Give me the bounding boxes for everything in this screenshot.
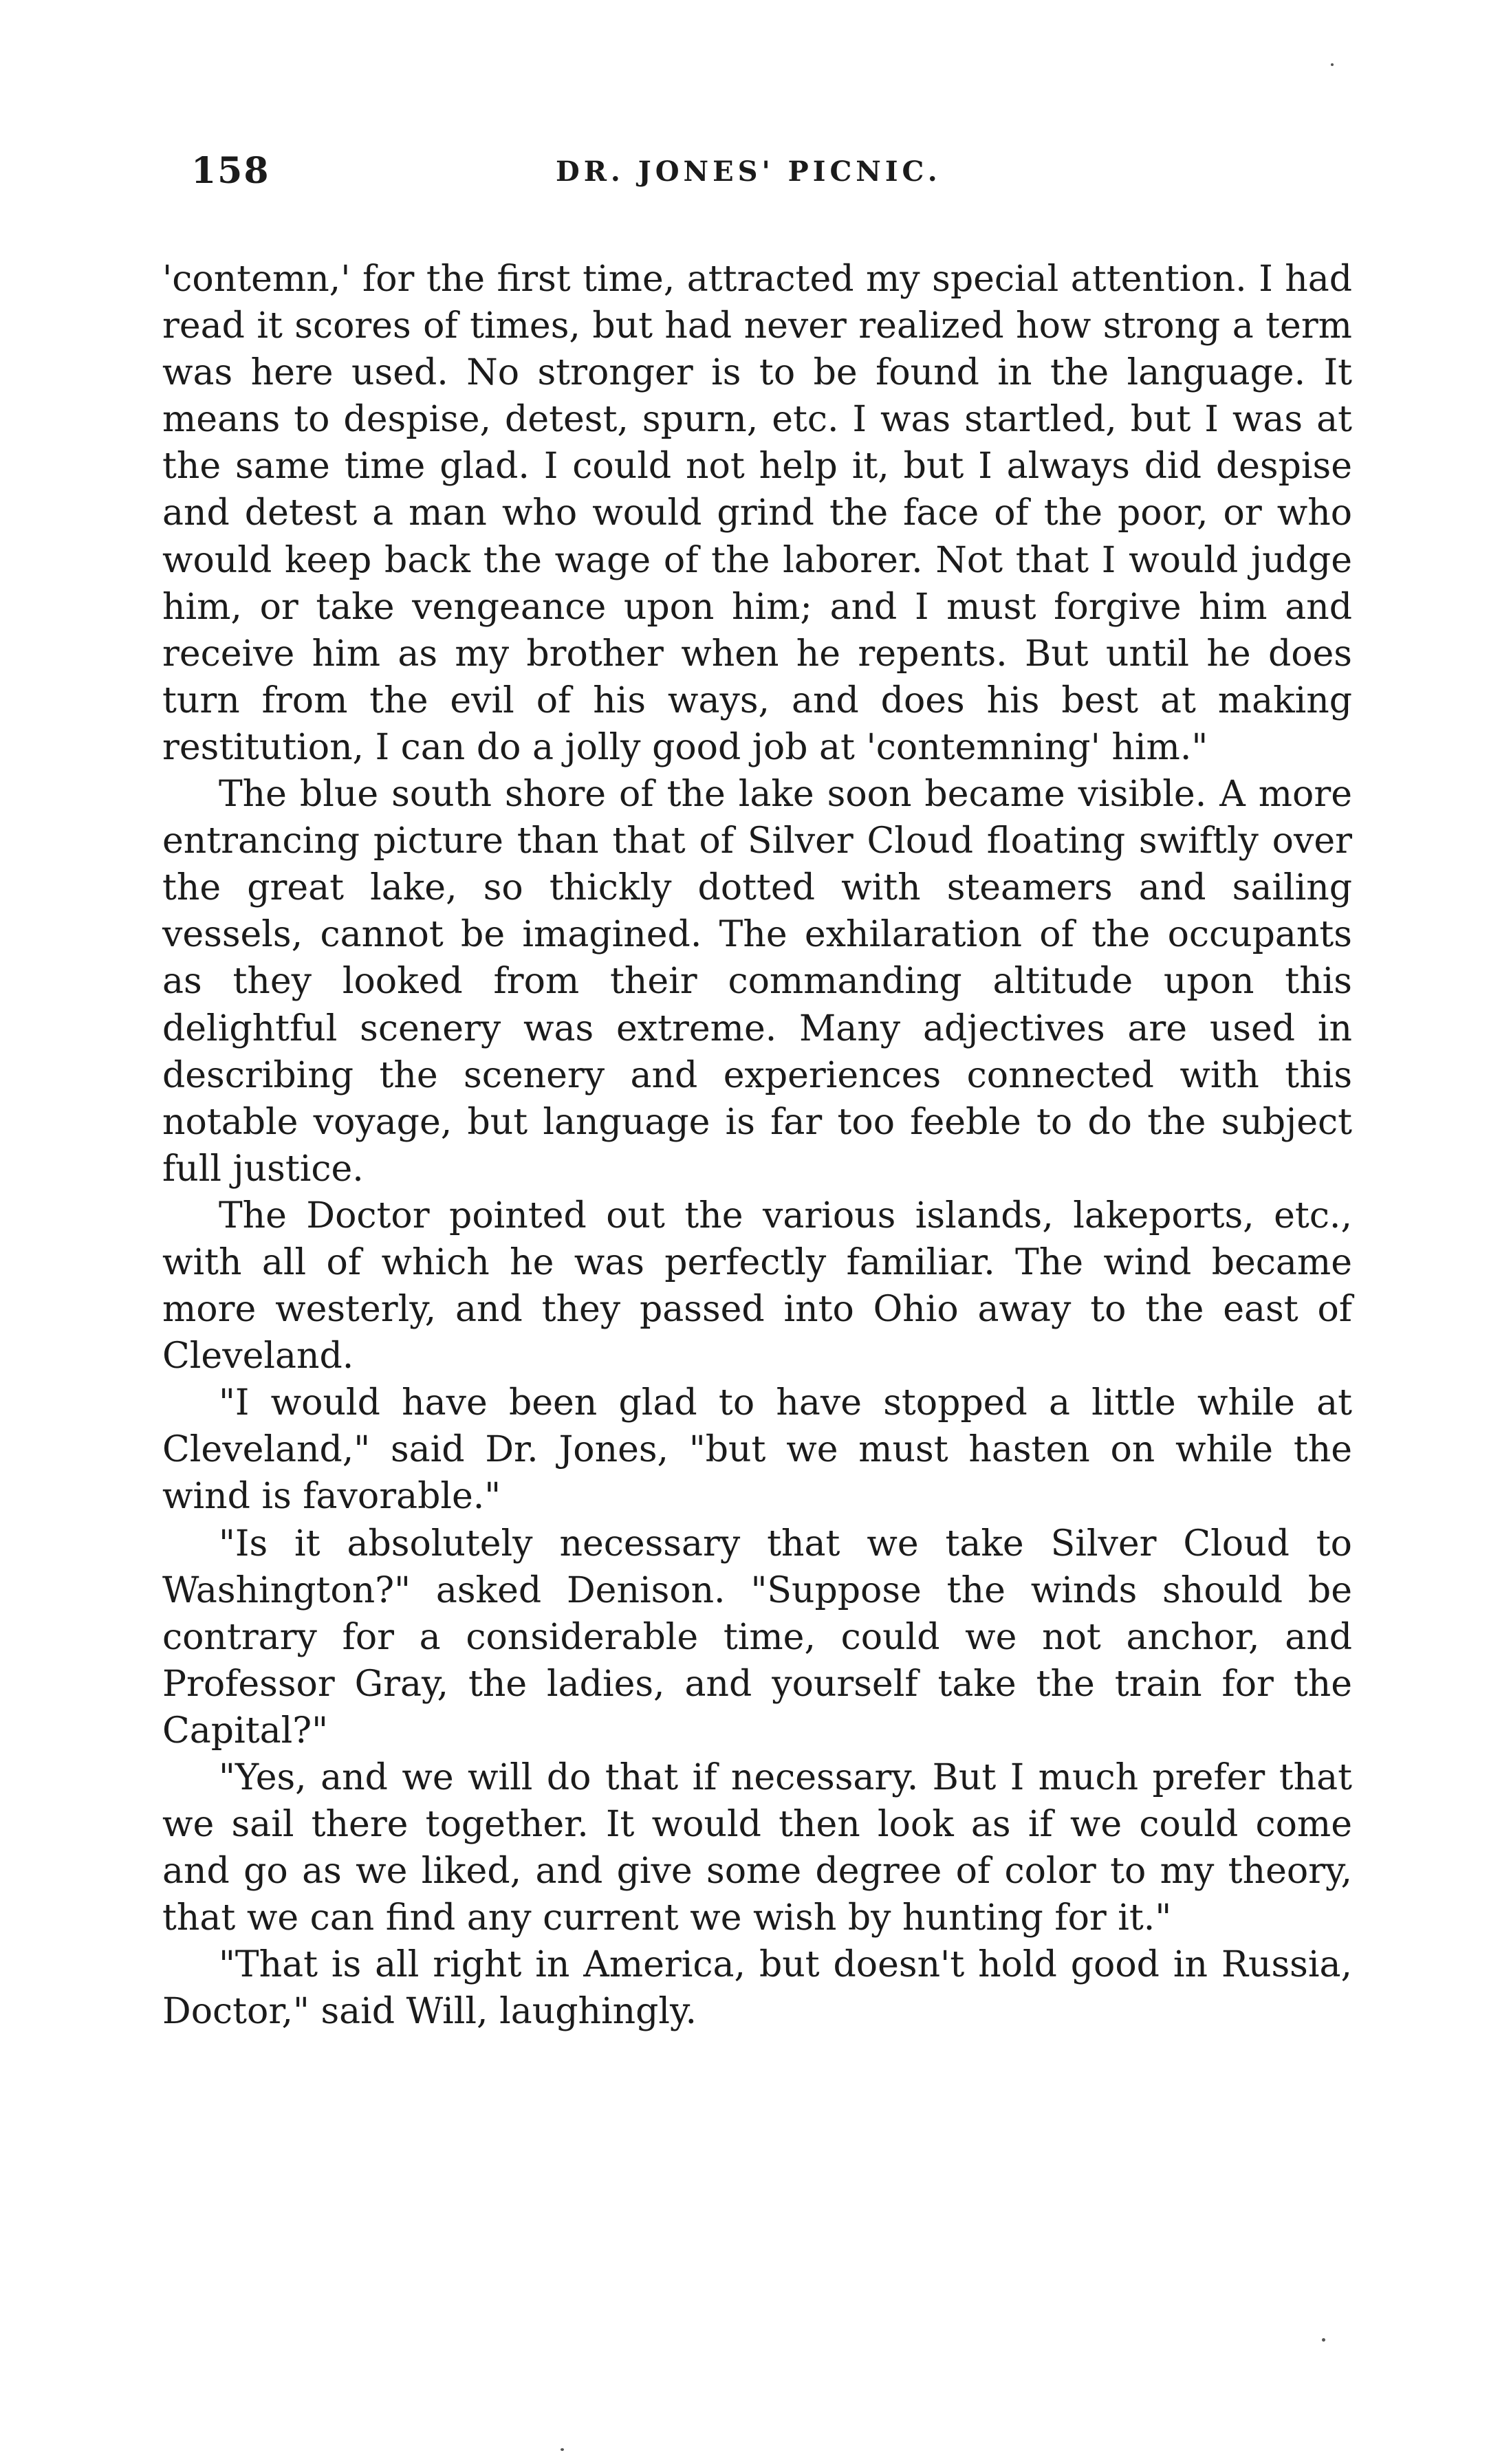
paragraph-russia: "That is all right in America, but doesn't hold good in Russia, Doctor," said Will, laughingly. <box>162 1944 1352 2033</box>
body-text <box>162 256 1352 2036</box>
running-title: DR. JONES' PICNIC. <box>556 155 942 188</box>
paragraph-south-shore: The blue south shore of the lake soon became visible. A more entrancing picture than that of Silver Cloud floating swiftly over the great lake, so thickly dotted with steamers and sailing vessels, cannot be imagined. The exhilaration of the occupants as they looked from their commanding altitude upon this delightful scenery was extreme. Many adjectives are used in describing the scenery and experiences connected with this notable voyage, but language is far too feeble to do the subject full justice. <box>162 774 1352 1190</box>
page-number: 158 <box>191 150 270 192</box>
paper-speck <box>1322 2338 1325 2342</box>
paper-speck <box>1331 63 1334 66</box>
paragraph-sail-together: "Yes, and we will do that if necessary. But I much prefer that we sail there together. It would then look as if we could come and go as we liked, and give some degree of color to my theory, that we can find any current we wish by hunting for it." <box>162 1757 1352 1939</box>
paragraph-cleveland: "I would have been glad to have stopped a little while at Cleveland," said Dr. Jones, "but we must hasten on while the wind is favorable." <box>162 1382 1352 1518</box>
paragraph-washington: "Is it absolutely necessary that we take Silver Cloud to Washington?" asked Denison. "Suppose the winds should be contrary for a considerable time, could we not anchor, and Professor Gray, the ladies, and yourself take the train for the Capital?" <box>162 1523 1352 1752</box>
running-head <box>184 150 1354 205</box>
paragraph-doctor-islands: The Doctor pointed out the various islands, lakeports, etc., with all of which he was perfectly familiar. The wind became more westerly, and they passed into Ohio away to the east of Cleveland. <box>162 1195 1352 1377</box>
paper-speck <box>561 2448 564 2451</box>
paragraph-contemn: 'contemn,' for the first time, attracted my special attention. I had read it scores of times, but had never realized how strong a term was here used. No stronger is to be found in the language. It means to despise, detest, spurn, etc. I was startled, but I was at the same time glad. I could not help it, but I always did despise and detest a man who would grind the face of the poor, or who would keep back the wage of the laborer. Not that I would judge him, or take vengeance upon him; and I must forgive him and receive him as my brother when he repents. But until he does turn from the evil of his ways, and does his best at making restitution, I can do a jolly good job at 'contemning' him." <box>162 259 1352 768</box>
